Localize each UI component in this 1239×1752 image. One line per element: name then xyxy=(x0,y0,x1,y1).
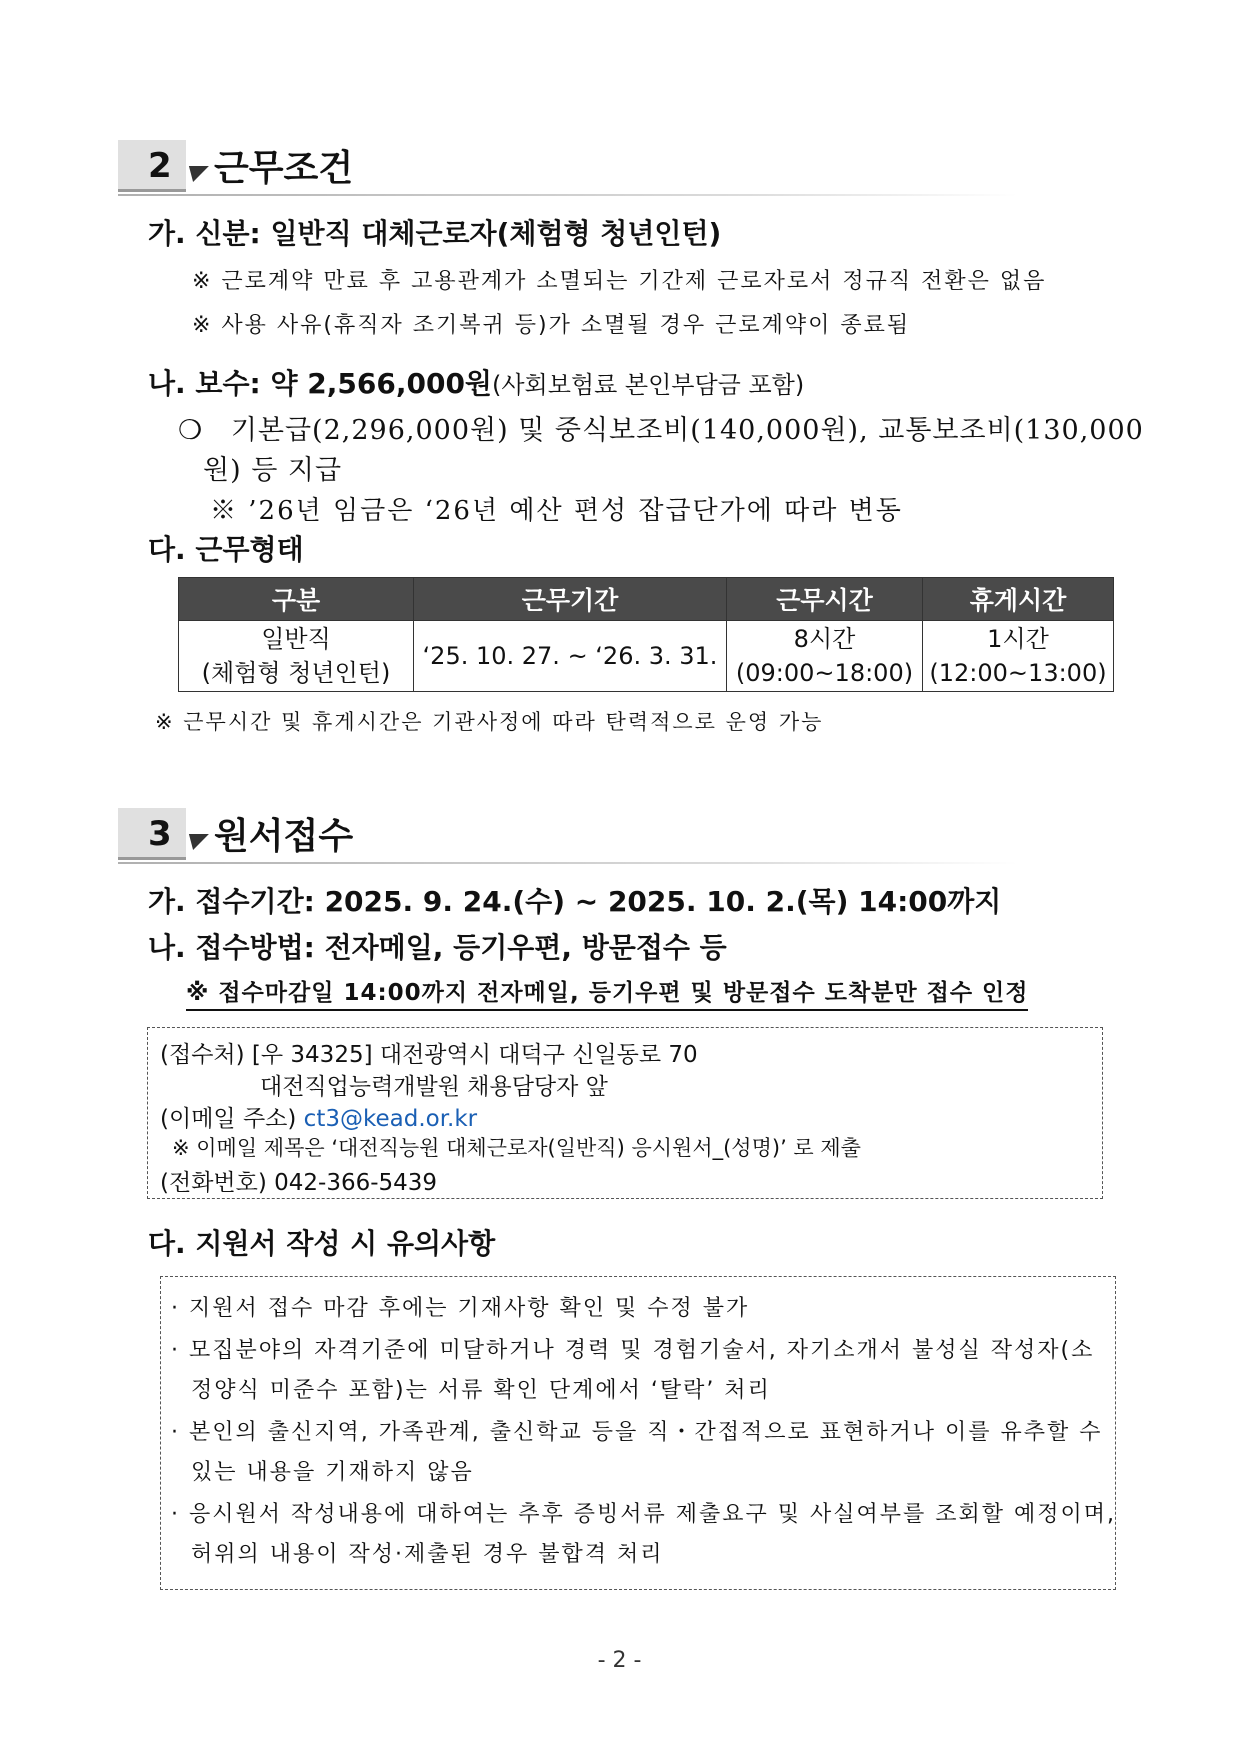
section-divider xyxy=(118,862,1018,864)
section-number-box xyxy=(118,140,186,192)
precaution-line: · 응시원서 작성내용에 대하여는 추후 증빙서류 제출요구 및 사실여부를 조회할 예정이며, xyxy=(171,1502,1116,1527)
da-heading: 다. 근무형태 xyxy=(148,533,304,566)
circle-bullet-icon: ❍ xyxy=(178,415,204,446)
reception-period: 가. 접수기간: 2025. 9. 24.(수) ∼ 2025. 10. 2.(목) 14:00까지 xyxy=(148,885,1002,918)
cell-text: 1시간 xyxy=(987,625,1049,653)
email-link[interactable]: ct3@kead.or.kr xyxy=(303,1106,478,1132)
na-bullet-text1: 기본급(2,296,000원) 및 중식보조비(140,000원), 교통보조비(130,000 xyxy=(230,415,1144,446)
na-heading-rest: (사회보험료 본인부담금 포함) xyxy=(491,371,805,399)
section-number-box xyxy=(118,808,186,860)
table-cell-period: ‘25. 10. 27. ~ ‘26. 3. 31. xyxy=(414,621,727,692)
precaution-line: · 본인의 출신지역, 가족관계, 출신학교 등을 직・간접적으로 표현하거나 이를 유추할 수 xyxy=(171,1420,1103,1445)
precaution-line: 있는 내용을 기재하지 않음 xyxy=(191,1460,474,1485)
table-header-cell: 근무기간 xyxy=(414,578,727,621)
contact-box xyxy=(147,1027,1103,1199)
table-header-cell: 근무시간 xyxy=(727,578,923,621)
na-heading-bold: 나. 보수: 약 2,566,000원 xyxy=(148,367,492,400)
ga-note-1: ※ 근로계약 만료 후 고용관계가 소멸되는 기간제 근로자로서 정규직 전환은 없음 xyxy=(192,269,1047,294)
section-2-header xyxy=(118,140,1018,204)
section-title: 원서접수 xyxy=(214,816,354,857)
section-3-header xyxy=(118,808,1018,872)
work-conditions-table xyxy=(178,577,1114,692)
na-heading xyxy=(148,362,804,402)
cell-text: (09:00~18:00) xyxy=(735,659,914,687)
table-row xyxy=(179,621,1114,692)
table-header-cell: 휴게시간 xyxy=(923,578,1114,621)
ga-note-2: ※ 사용 사유(휴직자 조기복귀 등)가 소멸될 경우 근로계약이 종료됨 xyxy=(192,313,911,338)
na-bullet-line1 xyxy=(178,408,1144,447)
reception-method: 나. 접수방법: 전자메일, 등기우편, 방문접수 등 xyxy=(148,931,727,964)
contact-email-note: ※ 이메일 제목은 ‘대전직능원 대체근로자(일반직) 응시원서_(성명)’ 로 제출 xyxy=(172,1136,861,1160)
precaution-line: 정양식 미준수 포함)는 서류 확인 단계에서 ‘탈락’ 처리 xyxy=(191,1378,771,1403)
cell-text: (12:00~13:00) xyxy=(929,659,1107,687)
table-header-cell: 구분 xyxy=(179,578,414,621)
section-number: 2 xyxy=(148,146,172,186)
section-divider xyxy=(118,194,1018,196)
precaution-line: · 지원서 접수 마감 후에는 기재사항 확인 및 수정 불가 xyxy=(171,1296,750,1321)
table-cell-type xyxy=(179,621,414,692)
cell-text: 일반직 xyxy=(261,625,331,653)
reception-note: ※ 접수마감일 14:00까지 전자메일, 등기우편 및 방문접수 도착분만 접수 인정 xyxy=(186,974,1028,1011)
precaution-line: 허위의 내용이 작성·제출된 경우 불합격 처리 xyxy=(191,1542,664,1567)
table-cell-hours xyxy=(727,621,923,692)
contact-address-line2: 대전직업능력개발원 채용담당자 앞 xyxy=(260,1074,608,1100)
precaution-line: · 모집분야의 자격기준에 미달하거나 경력 및 경험기술서, 자기소개서 불성실 작성자(소 xyxy=(171,1338,1095,1363)
cell-text: (체험형 청년인턴) xyxy=(201,659,391,687)
na-bullet-line2: 원) 등 지급 xyxy=(203,455,343,486)
page-number: - 2 - xyxy=(597,1648,642,1673)
ga-heading: 가. 신분: 일반직 대체근로자(체험형 청년인턴) xyxy=(148,217,722,250)
triangle-icon xyxy=(183,166,209,182)
contact-email-line xyxy=(160,1100,477,1133)
na-note: ※ ’26년 임금은 ‘26년 예산 편성 잡급단가에 따라 변동 xyxy=(210,496,903,526)
table-header-row xyxy=(179,578,1114,621)
contact-phone: (전화번호) 042-366-5439 xyxy=(160,1170,438,1196)
section-title: 근무조건 xyxy=(214,148,354,189)
cell-text: 8시간 xyxy=(793,625,856,653)
da-note: ※ 근무시간 및 휴게시간은 기관사정에 따라 탄력적으로 운영 가능 xyxy=(155,710,824,734)
email-label: (이메일 주소) xyxy=(160,1106,304,1132)
section-number: 3 xyxy=(148,814,172,854)
table-cell-break xyxy=(923,621,1114,692)
triangle-icon xyxy=(183,834,209,850)
precautions-box xyxy=(160,1276,1116,1590)
precautions-heading: 다. 지원서 작성 시 유의사항 xyxy=(148,1227,496,1260)
contact-address-line1: (접수처) [우 34325] 대전광역시 대덕구 신일동로 70 xyxy=(160,1042,698,1068)
